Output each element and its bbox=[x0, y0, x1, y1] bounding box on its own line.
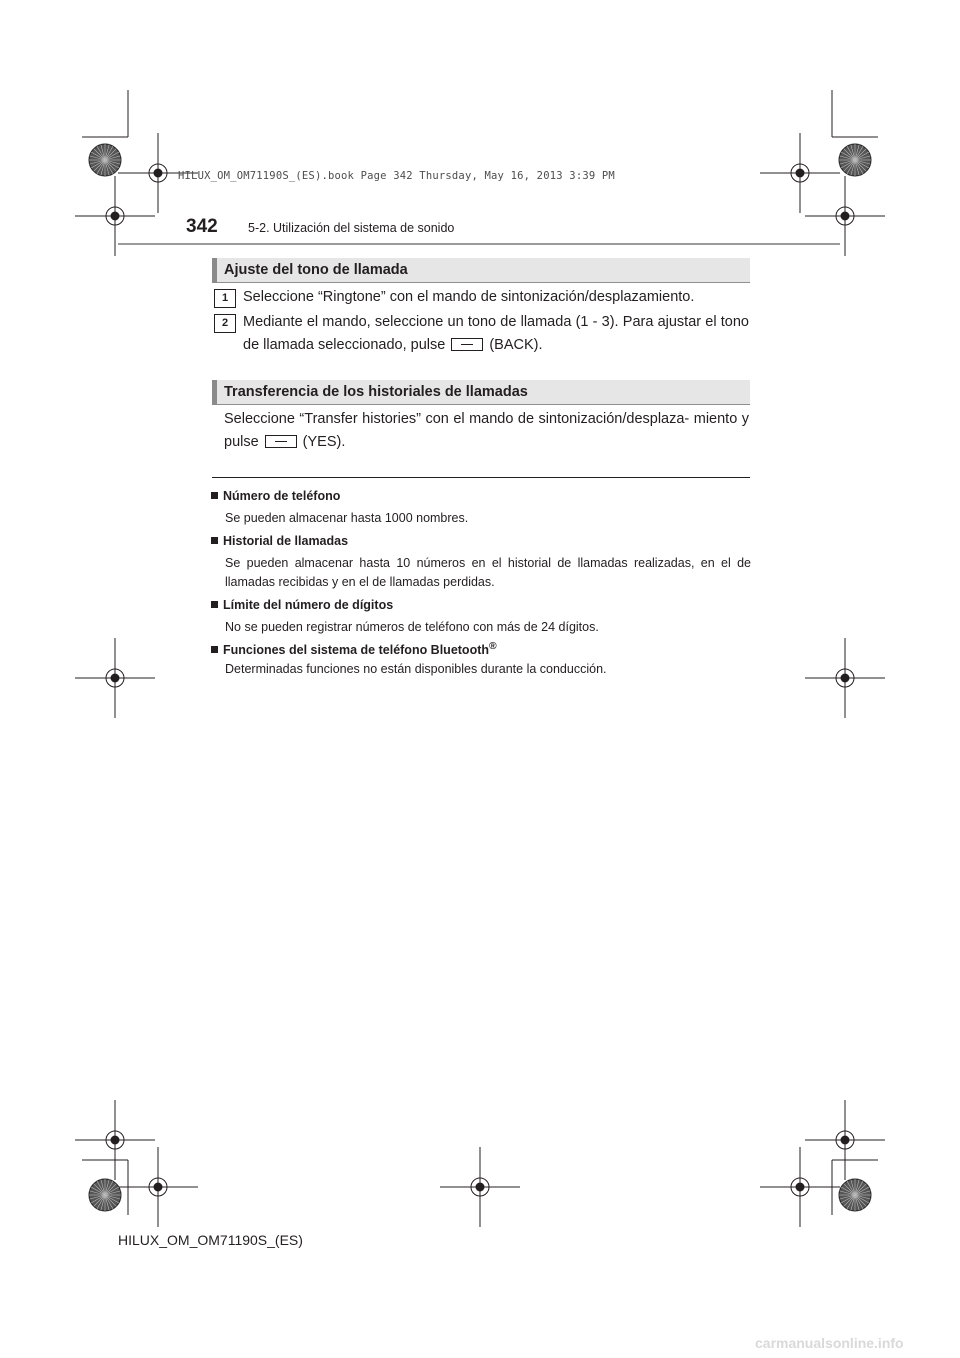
registered-sign: ® bbox=[489, 641, 497, 652]
section-title: 5-2. Utilización del sistema de sonido bbox=[248, 221, 455, 235]
step-number-1: 1 bbox=[214, 289, 236, 308]
color-bar-icon bbox=[89, 144, 121, 176]
print-info-line: HILUX_OM_OM71190S_(ES).book Page 342 Thursday, May 16, 2013 3:39 PM bbox=[178, 170, 615, 182]
note-body: No se pueden registrar números de teléfono con más de 24 dígitos. bbox=[225, 620, 599, 634]
note-title: Número de teléfono bbox=[223, 489, 341, 503]
bullet-square-icon bbox=[211, 646, 218, 653]
note-body: Se pueden almacenar hasta 1000 nombres. bbox=[225, 511, 469, 525]
watermark: carmanualsonline.info bbox=[755, 1335, 904, 1351]
registration-mark-icon bbox=[75, 638, 155, 718]
registration-mark-icon bbox=[805, 1100, 885, 1180]
note-phone-number bbox=[211, 489, 751, 528]
note-call-history bbox=[211, 534, 751, 592]
step-1-text: Seleccione “Ringtone” con el mando de sintonización/desplazamiento. bbox=[243, 289, 695, 305]
registration-mark-icon bbox=[440, 1147, 520, 1227]
registration-mark-icon bbox=[118, 1147, 198, 1227]
note-title: Límite del número de dígitos bbox=[223, 598, 394, 612]
button-icon bbox=[451, 338, 483, 351]
transfer-text-after: (YES). bbox=[302, 434, 346, 450]
section-heading-text: Ajuste del tono de llamada bbox=[224, 262, 408, 278]
note-title: Historial de llamadas bbox=[223, 534, 349, 548]
step-number-2: 2 bbox=[214, 314, 236, 333]
bullet-square-icon bbox=[211, 492, 218, 499]
footer-code: HILUX_OM_OM71190S_(ES) bbox=[118, 1232, 303, 1248]
color-bar-icon bbox=[839, 144, 871, 176]
transfer-text bbox=[224, 408, 749, 454]
page-number: 342 bbox=[186, 216, 218, 237]
color-bar-icon bbox=[89, 1179, 121, 1211]
step-2-text-before: Mediante el mando, seleccione un tono de llamada (1 - 3). Para ajustar el tono de llamada seleccionado, pulse bbox=[243, 314, 749, 353]
section-heading-ringtone bbox=[212, 258, 750, 283]
note-body: Se pueden almacenar hasta 10 números en el historial de llamadas realizadas, en el de llamadas recibidas y en el de llamadas perdidas. bbox=[225, 556, 751, 589]
step-2-text-after: (BACK). bbox=[489, 337, 543, 353]
note-digit-limit bbox=[211, 598, 751, 637]
registration-mark-icon bbox=[75, 1100, 155, 1180]
notes-divider bbox=[212, 477, 750, 478]
bullet-square-icon bbox=[211, 601, 218, 608]
section-heading-transfer bbox=[212, 380, 750, 405]
step-2-text bbox=[243, 311, 749, 357]
note-bluetooth bbox=[211, 641, 751, 679]
color-bar-icon bbox=[839, 1179, 871, 1211]
section-heading-text: Transferencia de los historiales de llamadas bbox=[224, 384, 528, 400]
bullet-square-icon bbox=[211, 537, 218, 544]
transfer-text-before: Seleccione “Transfer histories” con el mando de sintonización/desplaza- miento y pulse bbox=[224, 411, 749, 450]
note-title: Funciones del sistema de teléfono Bluetooth bbox=[223, 643, 490, 658]
note-body: Determinadas funciones no están disponibles durante la conducción. bbox=[225, 662, 607, 677]
header-rule bbox=[118, 243, 840, 245]
button-icon bbox=[265, 435, 297, 448]
registration-mark-icon bbox=[760, 1147, 840, 1227]
registration-mark-icon bbox=[805, 638, 885, 718]
registration-mark-icon bbox=[760, 133, 840, 213]
